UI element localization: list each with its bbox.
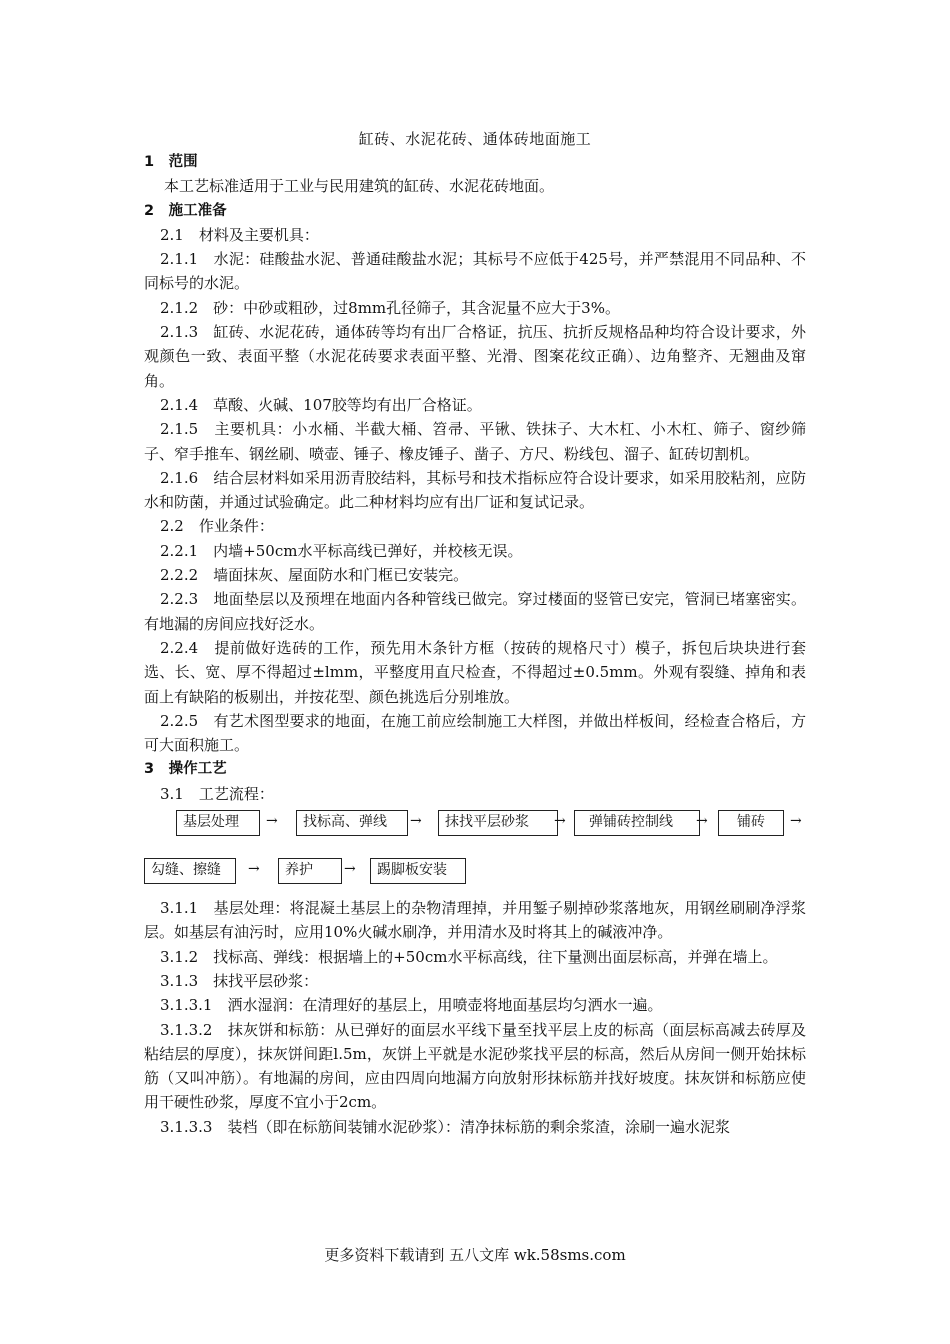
flow-step-level-marking: 找标高、弹线 xyxy=(296,810,408,836)
paragraph: 3.1 工艺流程： xyxy=(160,784,274,803)
flow-arrow: → xyxy=(410,813,422,830)
paragraph: 3.1.1 基层处理：将混凝土基层上的杂物清理掉，并用錾子剔掉砂浆落地灰，用钢丝刷刷净浮浆层。如基层有油污时，应用10%火碱水刷净，并用清水及时将其上的碱液冲净。 xyxy=(144,899,806,942)
paragraph: 2.1.1 水泥：硅酸盐水泥、普通硅酸盐水泥；其标号不应低于425号，并严禁混用不同品种、不同标号的水泥。 xyxy=(144,250,806,293)
paragraph: 2.2 作业条件： xyxy=(160,517,274,536)
paragraph: 2.1.4 草酸、火碱、107胶等均有出厂合格证。 xyxy=(160,395,482,414)
flow-arrow: → xyxy=(344,861,356,878)
footer-text: 更多资料下载请到 五八文库 wk.58sms.com xyxy=(324,1246,626,1264)
paragraph: 2.1.6 结合层材料如采用沥青胶结料，其标号和技术指标应符合设计要求，如采用胶粘剂，应防水和防菌，并通过试验确定。此二种材料均应有出厂证和复试记录。 xyxy=(144,468,806,512)
paragraph: 2.2.1 内墙+50cm水平标高线已弹好，并校核无误。 xyxy=(160,541,523,560)
document-title: 缸砖、水泥花砖、通体砖地面施工 xyxy=(358,130,592,148)
paragraph: 3.1.3.3 装档（即在标筋间装铺水泥砂浆）：清净抹标筋的剩余浆渣，涂刷一遍水泥浆 xyxy=(160,1117,730,1136)
paragraph: 3.1.3.1 洒水湿润：在清理好的基层上，用喷壶将地面基层均匀洒水一遍。 xyxy=(160,996,663,1015)
flow-step-screed: 抹找平层砂浆 xyxy=(438,810,558,836)
flow-arrow: → xyxy=(790,813,802,830)
section-heading: 1 范围 xyxy=(144,154,198,170)
flow-arrow: → xyxy=(266,813,278,830)
paragraph: 3.1.2 找标高、弹线：根据墙上的+50cm水平标高线，往下量测出面层标高，并弹在墙上。 xyxy=(160,947,778,966)
paragraph: 2.1.2 砂：中砂或粗砂，过8mm孔径筛子，其含泥量不应大于3%。 xyxy=(160,298,620,317)
paragraph: 本工艺标准适用于工业与民用建筑的缸砖、水泥花砖地面。 xyxy=(164,177,555,196)
section-list-operations xyxy=(144,896,806,1139)
flow-step-skirting: 踢脚板安装 xyxy=(370,858,466,884)
paragraph: 2.2.3 地面垫层以及预埋在地面内各种管线已做完。穿过楼面的竖管已安完，管洞已堵塞密实。有地漏的房间应找好泛水。 xyxy=(144,590,806,633)
flow-step-base-treatment: 基层处理 xyxy=(176,810,260,836)
paragraph: 2.1.5 主要机具：小水桶、半截大桶、笤帚、平锹、铁抹子、大木杠、小木杠、筛子、窗纱筛子、窄手推车、钢丝刷、喷壶、锤子、橡皮锤子、凿子、方尺、粉线包、溜子、缸砖切割机。 xyxy=(144,420,806,463)
flow-step-control-lines: 弹铺砖控制线 xyxy=(574,810,700,836)
flow-arrow: → xyxy=(696,813,708,830)
flow-arrow: → xyxy=(248,861,260,878)
section-heading: 2 施工准备 xyxy=(144,202,227,219)
process-flowchart xyxy=(144,808,806,896)
flow-arrow: → xyxy=(554,813,566,830)
paragraph: 3.1.3.2 抹灰饼和标筋：从已弹好的面层水平线下量至找平层上皮的标高（面层标高减去砖厚及粘结层的厚度），抹灰饼间距l.5m，灰饼上平就是水泥砂浆找平层的标高，然后从房间一侧开始抹标筋（又叫冲筋）。有地漏的房间，应由四周向地漏方向放射形抹标筋并找好坡度。抹灰饼和标筋应使用干硬性砂浆，厚度不宜小于2cm。 xyxy=(144,1020,806,1112)
flow-step-curing: 养护 xyxy=(278,858,342,884)
paragraph: 2.2.5 有艺术图型要求的地面，在施工前应绘制施工大样图，并做出样板间，经检查合格后，方可大面积施工。 xyxy=(144,711,806,755)
flow-step-jointing: 勾缝、擦缝 xyxy=(144,858,236,884)
paragraph: 2.1 材料及主要机具： xyxy=(160,225,319,244)
document-body xyxy=(144,150,806,1139)
section-list-preparation xyxy=(144,150,806,806)
paragraph: 2.2.2 墙面抹灰、屋面防水和门框已安装完。 xyxy=(160,566,469,585)
paragraph: 2.2.4 提前做好选砖的工作，预先用木条针方框（按砖的规格尺寸）模子，拆包后块块进行套选、长、宽、厚不得超过±lmm，平整度用直尺检查，不得超过±0.5mm。外观有裂缝、掉角和表面上有缺陷的板剔出，并按花型、颜色挑选后分别堆放。 xyxy=(144,638,806,706)
paragraph: 2.1.3 缸砖、水泥花砖，通体砖等均有出厂合格证，抗压、抗折反规格品种均符合设计要求，外观颜色一致、表面平整（水泥花砖要求表面平整、光滑、图案花纹正确）、边角整齐、无翘曲及窜角。 xyxy=(144,323,806,390)
flow-step-tile-laying: 铺砖 xyxy=(718,810,784,836)
section-heading: 3 操作工艺 xyxy=(144,761,227,778)
paragraph: 3.1.3 抹找平层砂浆： xyxy=(160,971,319,990)
